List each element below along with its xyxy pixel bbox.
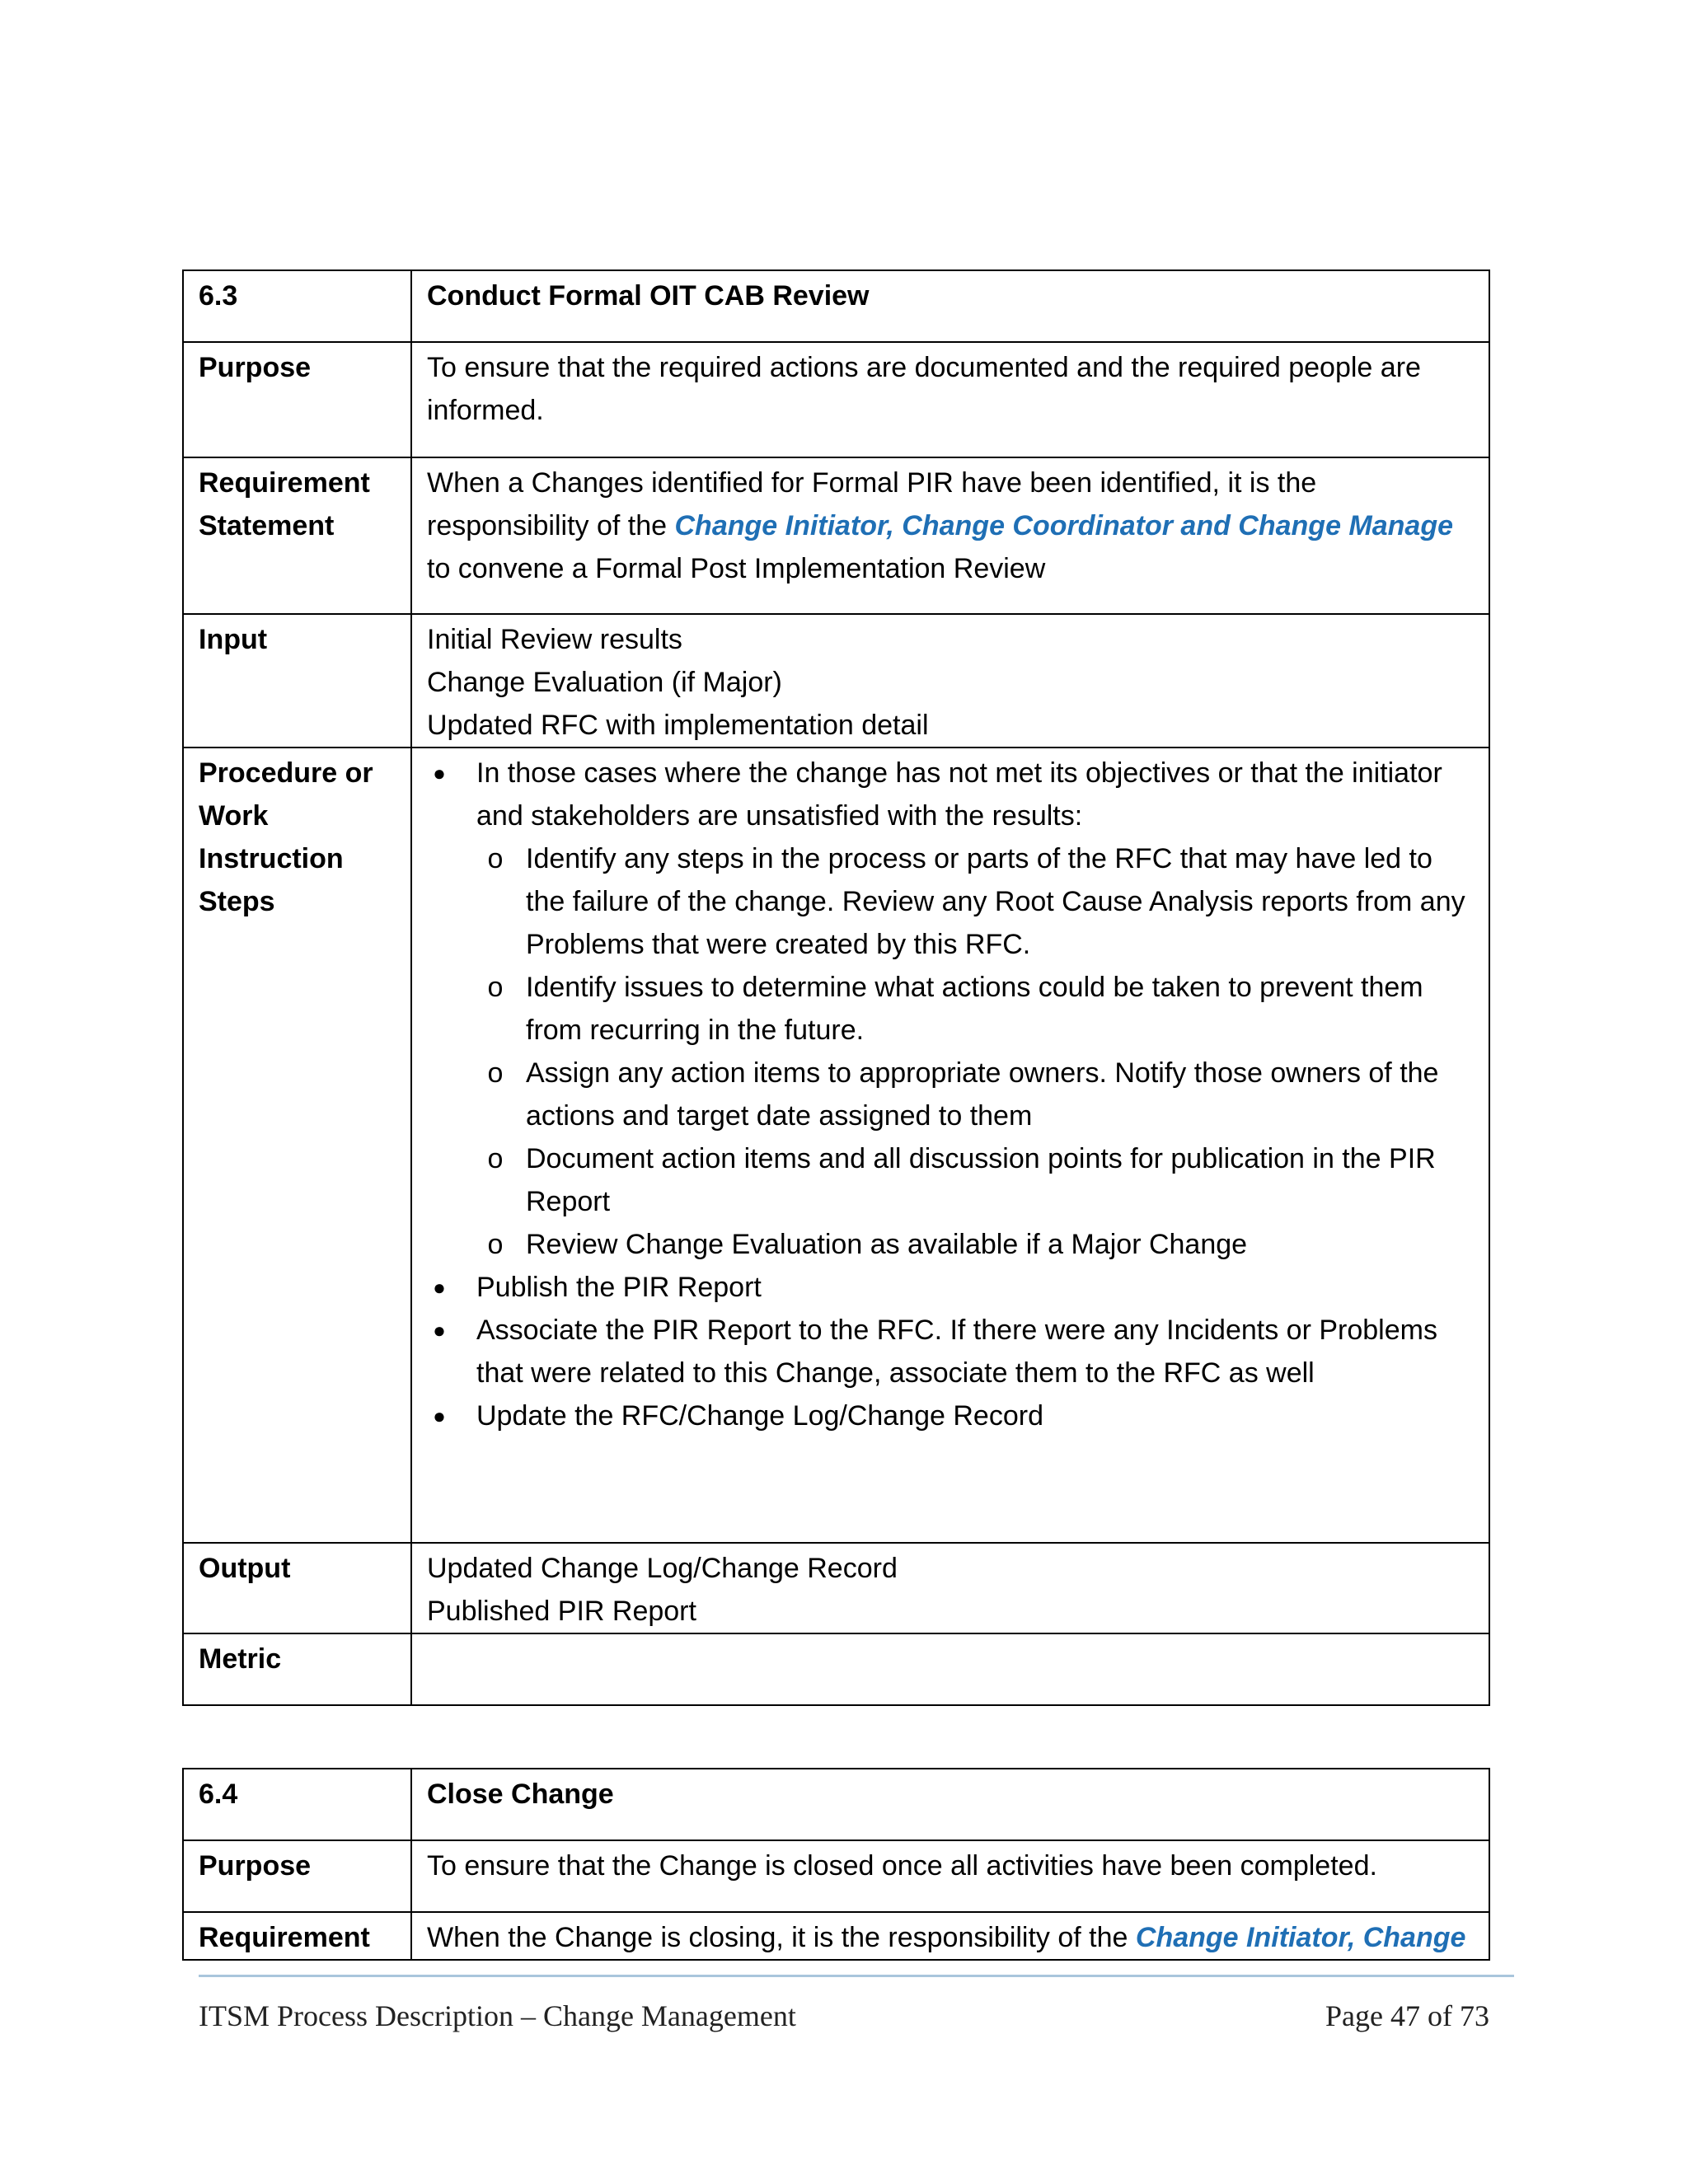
purpose-label: Purpose	[183, 1840, 411, 1912]
requirement-roles-link[interactable]: Change Initiator, Change Coordinator and Change Manage	[674, 510, 1454, 541]
step-text: In those cases where the change has not met its objectives or that the initiator and stakeholders are unsatisfied with the results:	[476, 757, 1442, 832]
sub-step-text: Identify any steps in the process or parts of the RFC that may have led to the failure of the change. Review any Root Cause Analysis reports from any Problems that were created by this RFC.	[526, 843, 1465, 960]
table-row	[183, 748, 1489, 1543]
output-item: Published PIR Report	[427, 1596, 696, 1627]
input-item: Change Evaluation (if Major)	[427, 667, 782, 698]
step-text: Update the RFC/Change Log/Change Record	[476, 1400, 1043, 1432]
procedure-label-line: Procedure or	[199, 757, 373, 789]
input-label: Input	[183, 614, 411, 748]
table-row	[183, 1543, 1489, 1633]
section-6-3-table	[182, 269, 1490, 1706]
table-row	[183, 342, 1489, 457]
requirement-statement	[411, 1912, 1489, 1960]
procedure-label	[183, 748, 411, 1543]
step-text: Publish the PIR Report	[476, 1272, 762, 1303]
sub-bullet-icon: o	[487, 1143, 504, 1174]
footer-divider	[199, 1975, 1514, 1977]
requirement-text-pre: When the Change is closing, it is the responsibility of the	[427, 1922, 1136, 1953]
list-item	[427, 966, 1474, 1052]
table-row	[183, 1633, 1489, 1705]
list-item	[427, 752, 1474, 837]
requirement-label	[183, 457, 411, 614]
sub-steps-list	[427, 837, 1474, 1266]
procedure-steps	[411, 748, 1489, 1543]
step-text: Associate the PIR Report to the RFC. If there were any Incidents or Problems that were related to this Change, associate them to the RFC as well	[476, 1315, 1437, 1389]
section-title: Conduct Formal OIT CAB Review	[411, 270, 1489, 342]
footer-page-number: Page 47 of 73	[1325, 1999, 1489, 2032]
list-item	[427, 837, 1474, 966]
table-row	[183, 1840, 1489, 1912]
requirement-text-pre: When a Changes identified for Formal PIR have been identified, it is the responsibility of the	[427, 467, 1317, 541]
procedure-label-line: Work	[199, 800, 269, 832]
section-number: 6.4	[183, 1769, 411, 1840]
sub-step-text: Document action items and all discussion points for publication in the PIR Report	[526, 1143, 1436, 1217]
section-6-4-table	[182, 1768, 1490, 1961]
procedure-label-line: Instruction	[199, 843, 344, 874]
purpose-text: To ensure that the required actions are documented and the required people are informed.	[411, 342, 1489, 457]
list-item	[427, 1223, 1474, 1266]
bullet-icon: ●	[433, 1318, 446, 1343]
input-item: Initial Review results	[427, 624, 682, 655]
requirement-label-line: Requirement	[199, 467, 370, 499]
output-list	[411, 1543, 1489, 1633]
sub-bullet-icon: o	[487, 1229, 504, 1260]
table-row	[183, 614, 1489, 748]
purpose-label: Purpose	[183, 342, 411, 457]
metric-value	[411, 1633, 1489, 1705]
list-item	[427, 1052, 1474, 1137]
list-item	[427, 1266, 1474, 1309]
bullet-icon: ●	[433, 1275, 446, 1300]
input-item: Updated RFC with implementation detail	[427, 710, 929, 741]
metric-label: Metric	[183, 1633, 411, 1705]
requirement-label-line: Statement	[199, 510, 335, 541]
steps-list	[427, 1266, 1474, 1437]
steps-list	[427, 752, 1474, 837]
sub-bullet-icon: o	[487, 843, 504, 874]
section-title: Close Change	[411, 1769, 1489, 1840]
requirement-roles-link[interactable]: Change Initiator, Change	[1135, 1922, 1466, 1953]
sub-step-text: Assign any action items to appropriate owners. Notify those owners of the actions and target date assigned to them	[526, 1057, 1439, 1132]
table-row	[183, 270, 1489, 342]
requirement-statement	[411, 457, 1489, 614]
bullet-icon: ●	[433, 761, 446, 785]
sub-step-text: Identify issues to determine what actions could be taken to prevent them from recurring in the future.	[526, 972, 1423, 1046]
requirement-label: Requirement	[183, 1912, 411, 1960]
bullet-icon: ●	[433, 1404, 446, 1428]
input-list	[411, 614, 1489, 748]
table-row	[183, 1769, 1489, 1840]
list-item	[427, 1394, 1474, 1437]
table-row	[183, 457, 1489, 614]
list-item	[427, 1137, 1474, 1223]
footer-document-title: ITSM Process Description – Change Management	[199, 1999, 796, 2032]
output-label: Output	[183, 1543, 411, 1633]
requirement-text-post: to convene a Formal Post Implementation Review	[427, 553, 1046, 584]
list-item	[427, 1309, 1474, 1394]
output-item: Updated Change Log/Change Record	[427, 1553, 898, 1584]
table-row	[183, 1912, 1489, 1960]
sub-bullet-icon: o	[487, 972, 504, 1003]
section-number: 6.3	[183, 270, 411, 342]
purpose-text: To ensure that the Change is closed once all activities have been completed.	[411, 1840, 1489, 1912]
procedure-label-line: Steps	[199, 886, 275, 917]
sub-bullet-icon: o	[487, 1057, 504, 1089]
sub-step-text: Review Change Evaluation as available if a Major Change	[526, 1229, 1248, 1260]
